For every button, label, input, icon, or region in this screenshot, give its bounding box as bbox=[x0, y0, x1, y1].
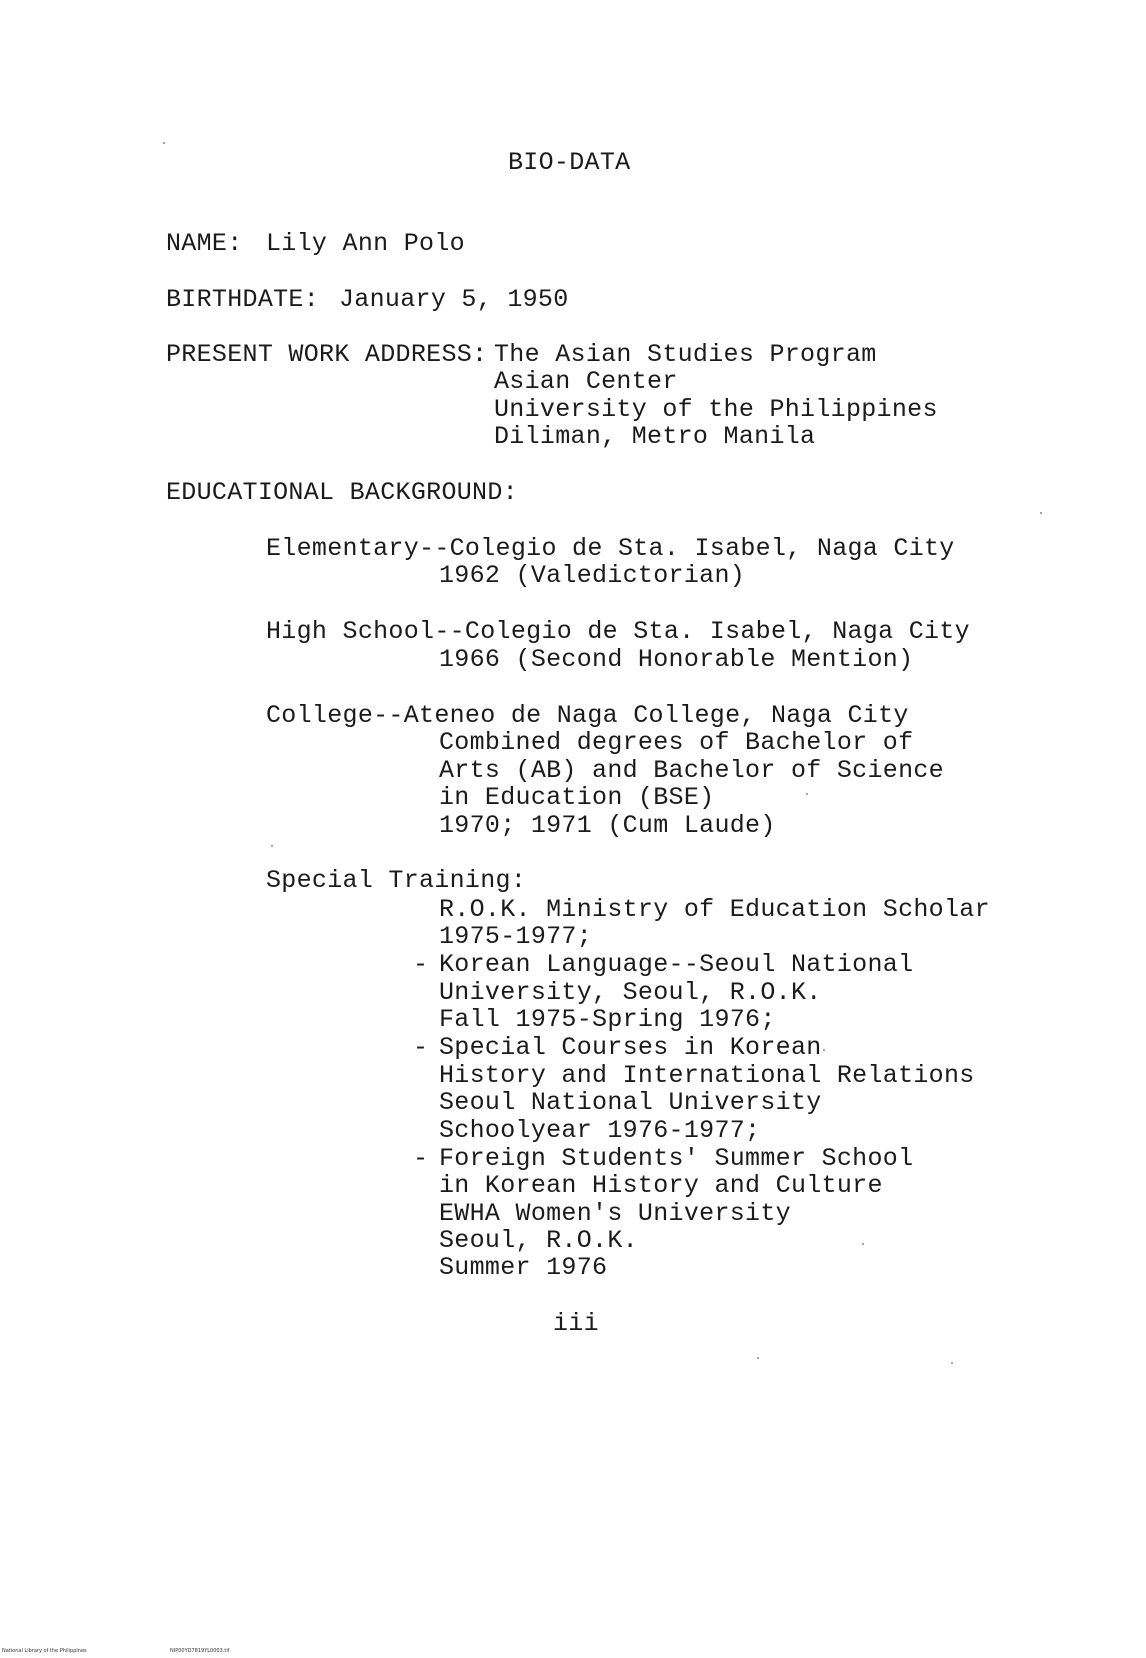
work-address-line: Diliman, Metro Manila bbox=[494, 422, 816, 451]
birthdate-value: January 5, 1950 bbox=[339, 285, 569, 314]
college-detail: Arts (AB) and Bachelor of Science bbox=[439, 756, 944, 785]
high-school-line: High School--Colegio de Sta. Isabel, Naga City bbox=[266, 617, 970, 646]
special-training-intro: 1975-1977; bbox=[439, 922, 593, 951]
footer-file-id: NIP00YD7819YL0003.tif bbox=[170, 1648, 230, 1654]
training-item-line: in Korean History and Culture bbox=[439, 1171, 883, 1200]
elementary-line: Elementary--Colegio de Sta. Isabel, Naga City bbox=[266, 534, 955, 563]
special-training-heading: Special Training: bbox=[266, 866, 527, 895]
name-label: NAME: bbox=[166, 229, 243, 258]
high-school-detail: 1966 (Second Honorable Mention) bbox=[439, 645, 914, 674]
training-item-line: University, Seoul, R.O.K. bbox=[439, 978, 822, 1007]
page-number: iii bbox=[553, 1309, 599, 1338]
college-detail: 1970; 1971 (Cum Laude) bbox=[439, 811, 776, 840]
special-training-intro: R.O.K. Ministry of Education Scholar bbox=[439, 895, 990, 924]
training-item-line: Seoul, R.O.K. bbox=[439, 1226, 638, 1255]
work-address-line: The Asian Studies Program bbox=[494, 340, 877, 369]
work-address-line: University of the Philippines bbox=[494, 395, 938, 424]
name-value: Lily Ann Polo bbox=[266, 229, 465, 258]
elementary-detail: 1962 (Valedictorian) bbox=[439, 561, 746, 590]
scan-speck bbox=[806, 793, 808, 795]
scan-speck bbox=[271, 845, 273, 847]
scan-speck bbox=[163, 142, 165, 144]
training-item-line: History and International Relations bbox=[439, 1061, 975, 1090]
scan-speck bbox=[757, 1357, 759, 1359]
college-detail: Combined degrees of Bachelor of bbox=[439, 728, 914, 757]
bullet-marker: - bbox=[413, 950, 429, 979]
education-heading: EDUCATIONAL BACKGROUND: bbox=[166, 478, 518, 507]
footer-library-credit: National Library of the Philippines bbox=[2, 1648, 87, 1654]
scan-speck bbox=[862, 1243, 864, 1245]
college-detail: in Education (BSE) bbox=[439, 783, 715, 812]
training-item-line: Foreign Students' Summer School bbox=[439, 1144, 914, 1173]
training-item-line: EWHA Women's University bbox=[439, 1199, 791, 1228]
bullet-marker: - bbox=[413, 1033, 429, 1062]
training-item-line: Special Courses in Korean bbox=[439, 1033, 822, 1062]
scan-speck bbox=[1040, 512, 1042, 514]
scan-speck bbox=[951, 1362, 953, 1364]
work-address-label: PRESENT WORK ADDRESS: bbox=[166, 340, 488, 369]
bullet-marker: - bbox=[413, 1144, 429, 1173]
college-line: College--Ateneo de Naga College, Naga City bbox=[266, 701, 909, 730]
training-item-line: Korean Language--Seoul National bbox=[439, 950, 914, 979]
training-item-line: Schoolyear 1976-1977; bbox=[439, 1116, 761, 1145]
training-item-line: Summer 1976 bbox=[439, 1253, 608, 1282]
work-address-line: Asian Center bbox=[494, 367, 678, 396]
birthdate-label: BIRTHDATE: bbox=[166, 285, 320, 314]
page-title: BIO-DATA bbox=[508, 148, 631, 177]
scan-speck bbox=[823, 1049, 825, 1051]
training-item-line: Seoul National University bbox=[439, 1088, 822, 1117]
training-item-line: Fall 1975-Spring 1976; bbox=[439, 1005, 776, 1034]
